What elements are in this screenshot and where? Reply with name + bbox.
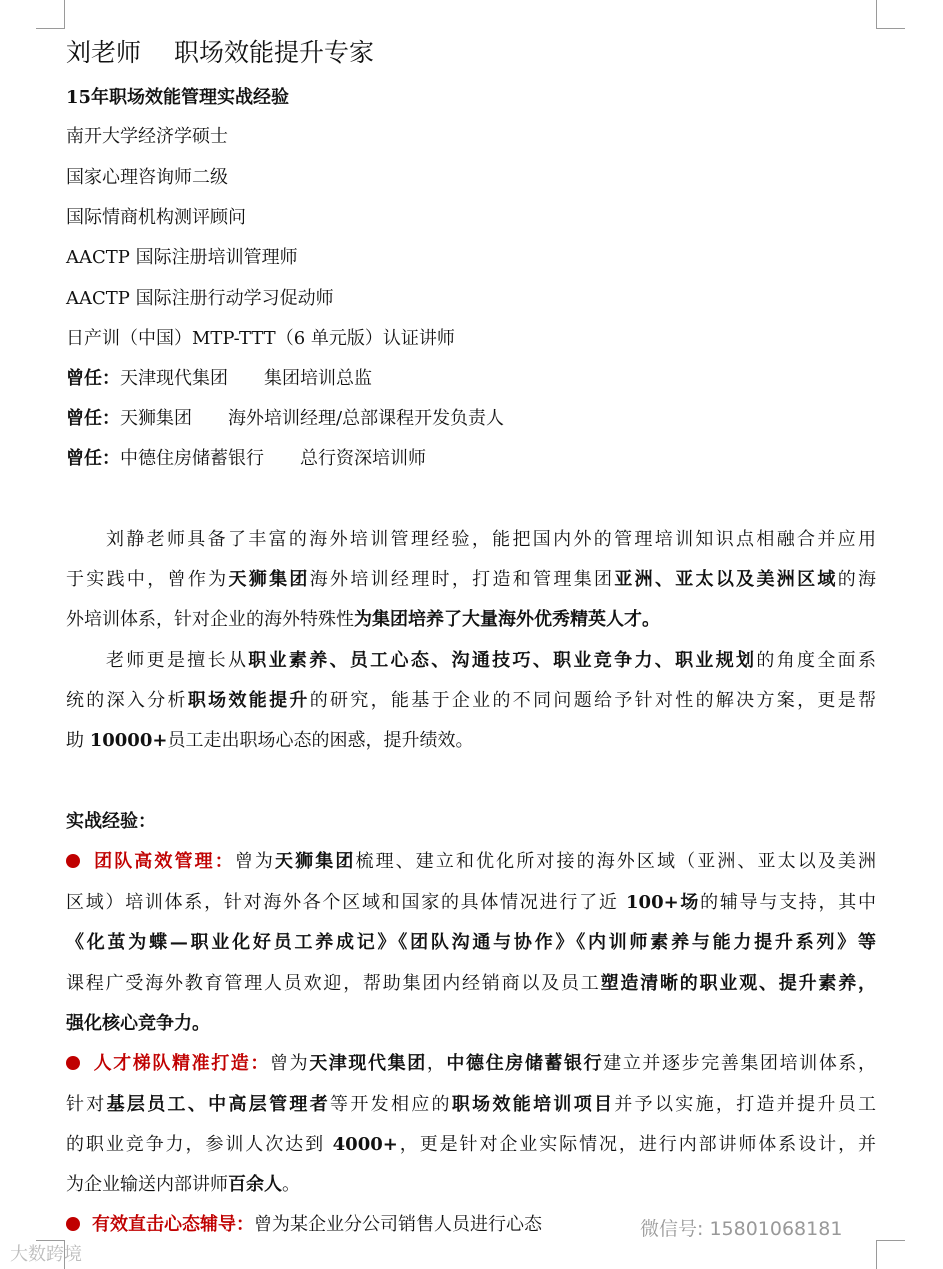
text-line [66,367,876,391]
text-line [66,850,876,874]
text-segment: 并予以实施，打造并提升员工 [614,1094,877,1115]
text-segment: 中德住房储蓄银行 [446,1053,604,1074]
text-line [66,447,876,471]
text-segment: 人才梯队精准打造： [92,1053,270,1074]
text-segment: 职场效能培训项目 [451,1094,615,1115]
text-segment: 天狮集团 海外培训经理/总部课程开发负责人 [120,408,505,429]
text-segment: 《化茧为蝶—职业化好员工养成记》《团队沟通与协作》《内训师素养与能力提升系列》等 [66,932,876,953]
text-segment: 的海 [837,569,877,590]
text-segment: 基层员工、中高层管理者 [106,1094,331,1115]
text-segment: 外培训体系，针对企业的海外特殊性 [66,609,354,630]
text-segment: 日产训（中国）MTP-TTT（6 单元版）认证讲师 [66,328,455,349]
text-line [66,166,876,190]
text-segment: 国际情商机构测评顾问 [66,207,246,228]
text-segment: 课程广受海外教育管理人员欢迎，帮助集团内经销商以及员工 [66,973,601,994]
text-line [66,246,876,270]
text-segment: 天津现代集团 集团培训总监 [120,368,372,389]
text-segment: 天津现代集团 [309,1053,427,1074]
text-line [66,568,876,592]
text-segment: 老师更是擅长从 [106,650,249,671]
text-line [66,1012,876,1036]
watermark-right: 微信号: 15801068181 [640,1214,842,1241]
text-segment: 梳理、建立和优化所对接的海外区域（亚洲、亚太以及美洲 [355,851,877,872]
text-segment: 团队高效管理： [92,851,235,872]
text-line [66,528,876,552]
text-segment: 有效直击心态辅导： [92,1214,254,1235]
margin-mark-top-right [876,0,905,29]
text-segment: 职场效能提升 [187,690,310,711]
text-segment: 。 [282,1174,300,1195]
text-line [66,1052,876,1076]
text-line [66,206,876,230]
text-line [66,608,876,632]
text-segment: 塑造清晰的职业观、提升素养， [600,973,877,994]
text-segment: ，更是针对企业实际情况，进行内部讲师体系设计，并 [397,1134,876,1155]
text-segment: 统的深入分析 [66,690,188,711]
text-segment: 为集团培养了大量海外优秀精英人才。 [354,609,660,630]
text-line [66,972,876,996]
text-segment: 天狮集团 [275,851,356,872]
text-segment: 国家心理咨询师二级 [66,167,228,188]
text-segment: 百余人 [228,1174,282,1195]
text-segment: 曾为 [234,851,276,872]
text-segment: 曾任： [66,408,120,429]
text-segment: 曾为某企业分公司销售人员进行心态 [254,1214,542,1235]
text-segment: AACTP 国际注册培训管理师 [66,247,298,268]
text-segment: 10000+ [89,730,168,751]
bullet-icon [66,1056,80,1070]
margin-mark-bottom-right [876,1240,905,1269]
text-segment: 实战经验： [66,811,156,832]
bullet-icon [66,854,80,868]
text-line [66,125,876,149]
text-segment: 为企业输送内部讲师 [66,1174,228,1195]
text-segment: 区域）培训体系，针对海外各个区域和国家的具体情况进行了近 [66,892,627,913]
text-segment: 职业素养、员工心态、沟通技巧、职业竞争力、职业规划 [248,650,757,671]
text-segment: 海外培训经理时，打造和管理集团 [309,569,615,590]
text-segment: 100+场 [626,892,701,913]
text-segment: 曾为 [270,1053,310,1074]
text-line [66,287,876,311]
text-segment: 的辅导与支持，其中 [700,892,877,913]
text-line [66,327,876,351]
text-line [66,891,876,915]
text-line [66,810,876,834]
text-segment: 助 [66,730,90,751]
text-segment: 的职业竞争力，参训人次达到 [66,1134,333,1155]
watermark-left: 大数跨境 [10,1244,82,1265]
text-segment: 亚洲、亚太以及美洲区域 [614,569,838,590]
text-segment: 于实践中，曾作为 [66,569,229,590]
text-segment: 建立并逐步完善集团培训体系， [603,1053,877,1074]
text-segment: 南开大学经济学硕士 [66,126,228,147]
text-line [66,1173,876,1197]
text-segment: 天狮集团 [228,569,310,590]
text-line [66,407,876,431]
text-segment: 员工走出职场心态的困惑，提升绩效。 [167,730,474,751]
text-segment: 4000+ [332,1134,398,1155]
text-segment: AACTP 国际注册行动学习促动师 [66,288,334,309]
text-segment: 15年职场效能管理实战经验 [66,87,290,108]
text-line [66,931,876,955]
text-segment: 针对 [66,1094,107,1115]
text-line [66,729,876,753]
text-line [66,649,876,673]
text-segment: 等开发相应的 [330,1094,452,1115]
text-segment: 刘老师 职场效能提升专家 [66,38,374,67]
text-line [66,38,876,68]
text-segment: 的研究，能基于企业的不同问题给予针对性的解决方案，更是帮 [309,690,877,711]
text-segment: 中德住房储蓄银行 总行资深培训师 [120,448,426,469]
text-line [66,86,876,110]
bullet-icon [66,1217,80,1231]
text-segment: 刘静老师具备了丰富的海外培训管理经验，能把国内外的管理培训知识点相融合并应用 [106,529,876,550]
text-line [66,1093,876,1117]
margin-mark-top-left [36,0,65,29]
text-line [66,689,876,713]
text-line [66,1133,876,1157]
text-segment: ， [426,1053,447,1074]
text-segment: 曾任： [66,368,120,389]
text-segment: 曾任： [66,448,120,469]
text-segment: 强化核心竞争力。 [66,1013,210,1034]
text-segment: 的角度全面系 [756,650,877,671]
